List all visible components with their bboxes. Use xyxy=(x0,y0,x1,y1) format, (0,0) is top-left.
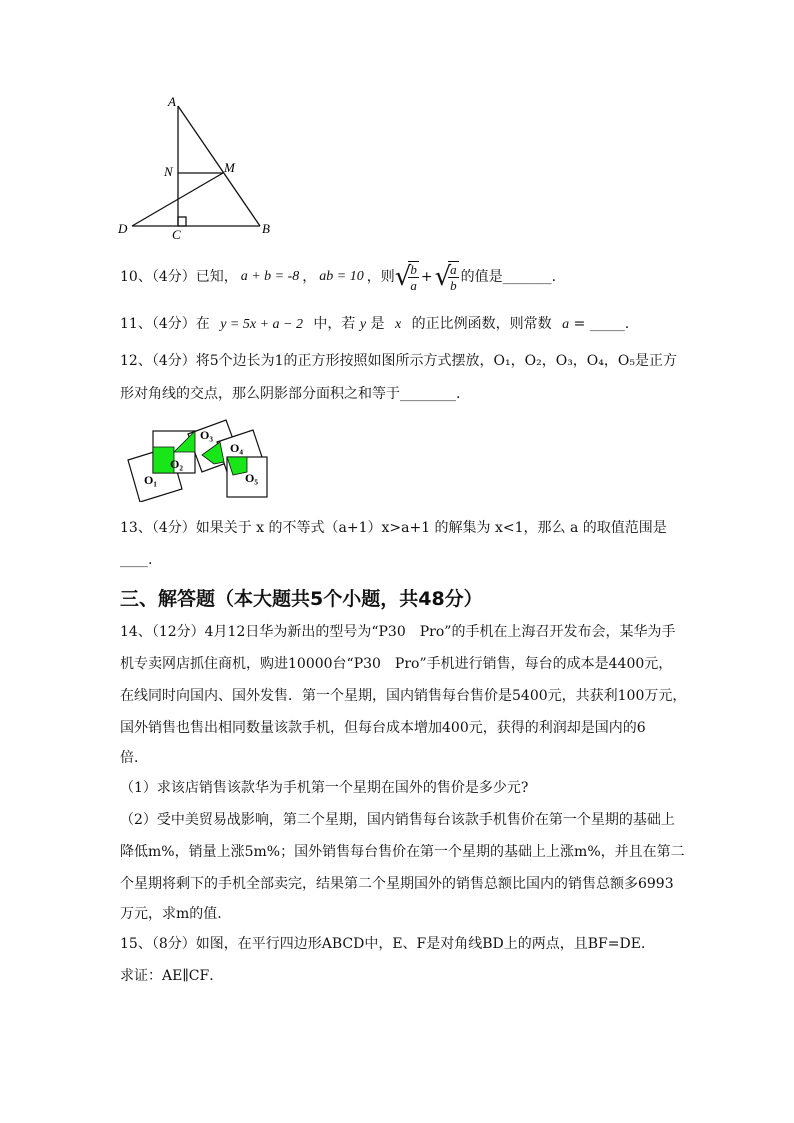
question-14-line-2: 机专卖网店抓住商机，购进10000台“P30 Pro”手机进行销售，每台的成本是4400元， xyxy=(120,656,673,672)
question-11 xyxy=(120,314,629,335)
label-o5: O₅ xyxy=(245,471,258,485)
q11-var-y: y xyxy=(359,317,367,332)
label-m: M xyxy=(224,160,235,175)
label-o4: O₄ xyxy=(230,441,243,455)
q11-var-x: x xyxy=(395,317,402,332)
question-14-part-2-line-4: 万元，求m的值. xyxy=(120,906,222,922)
label-n: N xyxy=(164,164,173,179)
q11-prefix: 11、（4分）在 xyxy=(120,316,210,332)
q10-sqrt-2: √ $\frac{a}{b}$ xyxy=(434,262,457,293)
q11-equation: y = 5x + a − 2 xyxy=(220,317,303,332)
question-14-line-4: 国外销售也售出相同数量该款手机，但每台成本增加400元，获得的利润却是国内的6 xyxy=(120,720,646,736)
question-14-line-3: 在线同时向国内、国外发售．第一个星期，国内销售每台售价是5400元，共获利100万元， xyxy=(120,688,687,704)
q10-sep-2: ，则 xyxy=(366,269,395,285)
question-13-line-2: ____. xyxy=(120,552,153,568)
question-14-part-2-line-3: 个星期将剩下的手机全部卖完，结果第二个星期国外的销售总额比国内的销售总额多6993 xyxy=(120,876,674,892)
section-3-heading: 三、解答题（本大题共5个小题，共48分） xyxy=(120,588,483,610)
label-d: D xyxy=(118,221,128,236)
label-o1: O₁ xyxy=(144,473,157,487)
q11-var-a: a xyxy=(562,317,570,332)
q10-plus: + xyxy=(420,269,433,285)
q11-mid-3: 的正比例函数，则常数 xyxy=(411,316,552,332)
question-15-line-2: 求证：AE∥CF． xyxy=(120,968,224,984)
label-b: B xyxy=(262,221,270,236)
question-12-line-1: 12、（4分）将5个边长为1的正方形按照如图所示方式摆放，O₁，O₂，O₃，O₄，O₅是正方 xyxy=(120,353,677,369)
label-a: A xyxy=(168,94,176,109)
q10-sep-1: ， xyxy=(302,269,317,285)
right-angle-mark xyxy=(178,217,186,226)
q10-condition-1: a + b = -8 xyxy=(240,269,300,284)
q10-prefix: 10、（4分）已知， xyxy=(120,269,238,285)
q11-suffix: = _____. xyxy=(573,316,630,332)
label-o2: O₂ xyxy=(170,457,183,471)
question-15-line-1: 15、（8分）如图，在平行四边形ABCD中，E、F是对角线BD上的两点，且BF=DE． xyxy=(120,936,655,952)
q10-suffix: 的值是_______. xyxy=(460,269,557,285)
q10-condition-2: ab = 10 xyxy=(319,269,364,284)
question-14-line-1: 14、（12分）4月12日华为新出的型号为“P30 Pro”的手机在上海召开发布会，某华为手 xyxy=(120,624,676,640)
question-14-part-2-line-1: （2）受中美贸易战影响，第二个星期，国内销售每台该款手机售价在第一个星期的基础上 xyxy=(120,812,675,828)
question-14-line-5: 倍． xyxy=(120,750,148,766)
question-12-line-2: 形对角线的交点，那么阴影部分面积之和等于________. xyxy=(120,386,461,402)
question-14-part-1: （1）求该店销售该款华为手机第一个星期在国外的售价是多少元? xyxy=(120,780,529,796)
question-13-line-1: 13、（4分）如果关于 x 的不等式（a+1）x>a+1 的解集为 x<1，那么 a 的取值范围是 xyxy=(120,520,667,536)
label-c: C xyxy=(172,227,181,242)
q11-mid-2: 是 xyxy=(370,316,385,332)
triangle-figure xyxy=(110,92,280,242)
segment-ab xyxy=(178,106,260,226)
q11-mid-1: 中，若 xyxy=(313,316,356,332)
question-10 xyxy=(120,257,556,297)
question-14-part-2-line-2: 降低m%，销量上涨5m%；国外销售每台售价在第一个星期的基础上上涨m%，并且在第二 xyxy=(120,844,685,860)
q10-sqrt-1: √ $\frac{b}{a}$ xyxy=(394,262,417,293)
squares-figure xyxy=(120,412,280,502)
label-o3: O₃ xyxy=(200,428,213,442)
